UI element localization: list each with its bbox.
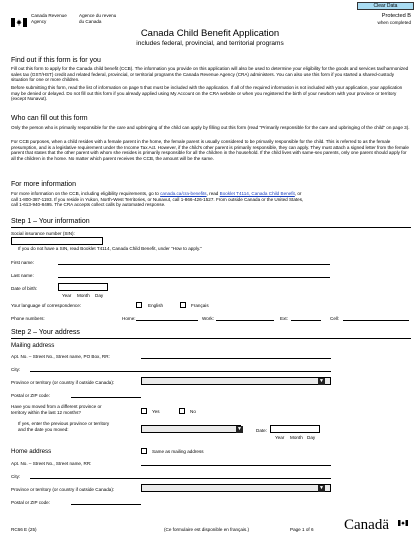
page-title: Canada Child Benefit Application [140, 28, 280, 39]
work-phone-label: Work: [202, 316, 214, 321]
cell-phone-label: Cell: [330, 316, 340, 321]
agency-name-fr: Agence du revenu du Canada [79, 13, 117, 24]
dob-day-label: Day [95, 293, 104, 298]
phone-label: Phone numbers: [11, 316, 45, 321]
previous-province-select[interactable] [141, 425, 241, 433]
work-phone-input[interactable] [216, 315, 274, 321]
protected-label: Protected B when completed [377, 13, 411, 25]
home-street-input[interactable] [141, 460, 331, 466]
home-phone-input[interactable] [136, 315, 198, 321]
francais-label: Français [191, 303, 209, 308]
if-yes-instruction: If yes, enter the previous province or territory and the date you moved: [18, 421, 110, 432]
chevron-down-icon[interactable]: ▼ [319, 484, 324, 491]
step1-heading: Step 1 – Your information [11, 218, 90, 225]
dob-year-label: Year [62, 293, 72, 298]
same-as-mailing-checkbox[interactable] [141, 448, 147, 454]
last-name-label: Last name: [11, 273, 34, 278]
step1-rule [11, 227, 411, 228]
find-out-heading: Find out if this form is for you [11, 57, 101, 64]
postal-label: Postal or ZIP code: [11, 393, 50, 398]
clear-data-button[interactable]: Clear Data [357, 2, 414, 10]
page-number: Page 1 of 6 [290, 527, 314, 532]
who-paragraph-1: Only the person who is primarily responsible for the care and upbringing of the child can apply by filling out this form (read "Primarily responsible for the care and upbringing of the child" on page 3). [11, 125, 410, 130]
home-city-label: City: [11, 474, 21, 479]
home-postal-label: Postal or ZIP code: [11, 500, 50, 505]
moved-question: Have you moved from a different province or territory within the last 12 months? [11, 404, 102, 415]
who-paragraph-2: For CCB purposes, when a child resides with a female parent in the home, the female parent is usually considered to be primarily responsible for the child. This is referred to as the female presumption, and is a legislative requirement under the Income Tax Act. However, if the child's other parent is primarily responsible, they can apply. They must attach a signed letter from the female parent that states that the other parent with whom she resides is primarily responsible for all the children in the household. If the child lives with same-sex parents, only one parent should apply for all the children in the home. No matter which parent receives the CCB, the amount will be the same. [11, 139, 409, 161]
last-name-input[interactable] [58, 272, 330, 278]
booklet-t4114-link[interactable]: Booklet T4114, Canada Child Benefit [219, 191, 295, 196]
home-address-heading: Home address [11, 448, 52, 455]
first-name-label: First name: [11, 260, 34, 265]
page-subtitle: includes federal, provincial, and territorial programs [136, 40, 284, 47]
english-label: English [148, 303, 164, 308]
moved-day-label: Day [307, 435, 316, 440]
first-name-input[interactable] [58, 259, 330, 265]
province-label: Province or territory (or country if outside Canada): [11, 380, 115, 385]
english-checkbox[interactable] [136, 302, 142, 308]
ext-label: Ext: [280, 316, 288, 321]
sin-label: Social insurance number (SIN): [11, 231, 75, 236]
same-as-mailing-label: Same as mailing address [152, 449, 204, 454]
cra-benefits-link[interactable]: canada.ca/cra-benefits [160, 191, 207, 196]
home-province-select[interactable] [141, 484, 331, 492]
agency-name-en: Canada Revenue Agency [31, 13, 67, 24]
language-label: Your language of correspondence: [11, 303, 82, 308]
apt-label: Apt. No. – Street No., Street name, PO Box, RR: [11, 354, 110, 359]
mailing-province-select[interactable] [141, 377, 331, 385]
chevron-down-icon[interactable]: ▼ [319, 377, 324, 384]
sin-note: If you do not have a SIN, read Booklet T4114, Canada Child Benefit, under "How to apply." [18, 246, 202, 251]
more-info-paragraph: For more information on the CCB, including eligibility requirements, go to canada.ca/cra-benefits, read Booklet T4114, Canada Child Benefit, or call 1-800-387-1193. If you reside in Yukon, North-West Territories, or Nunavut, call 1-866-426-1527. From outside Canada or the United States, call 1-613-940-8495. The CRA accepts collect calls by automated response. [11, 191, 304, 208]
moved-no-label: No [190, 409, 196, 414]
city-label: City: [11, 367, 21, 372]
mailing-postal-input[interactable] [71, 392, 141, 398]
home-province-label: Province or territory (or country if outside Canada): [11, 487, 115, 492]
step2-heading: Step 2 – Your address [11, 329, 80, 336]
more-info-heading: For more information [11, 181, 76, 188]
step2-rule [11, 338, 411, 339]
ext-input[interactable] [291, 315, 321, 321]
canada-flag-logo [11, 14, 27, 23]
cell-phone-input[interactable] [343, 315, 409, 321]
home-phone-label: Home: [122, 316, 136, 321]
find-out-paragraph-1: Fill out this form to apply for the Canada child benefit (CCB). The information you provide on this application will also be used to determine your eligibility for the goods and services tax/harmonized sales tax (GST/HST) credit and related federal, provincial, or territorial programs the Canada Revenue Agency (CRA) administers. You can also use this form if you started a shared-custody situation for one or more children. [11, 66, 409, 83]
francais-checkbox[interactable] [180, 302, 186, 308]
form-id: RC66 E (25) [11, 527, 37, 532]
dob-input[interactable] [58, 283, 108, 291]
home-apt-label: Apt. No. – Street No., Street name, RR: [11, 461, 92, 466]
who-heading: Who can fill out this form [11, 115, 88, 122]
canada-wordmark: Canadä [344, 517, 389, 533]
home-city-input[interactable] [30, 473, 331, 479]
date-moved-label: Date: [256, 428, 267, 433]
moved-no-checkbox[interactable] [179, 408, 185, 414]
moved-yes-checkbox[interactable] [141, 408, 147, 414]
french-availability-note: (Ce formulaire est disponible en français.) [164, 527, 250, 532]
mailing-street-input[interactable] [141, 353, 331, 359]
date-moved-input[interactable] [270, 425, 320, 433]
mailing-city-input[interactable] [30, 366, 331, 372]
dob-month-label: Month [77, 293, 90, 298]
sin-input[interactable] [11, 237, 103, 245]
moved-yes-label: Yes [152, 409, 160, 414]
chevron-down-icon[interactable]: ▼ [237, 425, 242, 432]
dob-label: Date of birth: [11, 286, 38, 291]
moved-month-label: Month [290, 435, 303, 440]
mailing-address-heading: Mailing address [11, 342, 55, 349]
find-out-paragraph-2: Before submitting this form, read the list of information on page 5 that must be included with the application. If all of the required information is not included with your application, your application may be denied or delayed. Do not fill out this form if you already applied using My Account on the CRA website or when you registered the birth of your newborn with your province or territory (except Nunavut). [11, 85, 403, 102]
moved-year-label: Year [275, 435, 285, 440]
home-postal-input[interactable] [71, 499, 141, 505]
wordmark-flag-icon [398, 513, 408, 519]
